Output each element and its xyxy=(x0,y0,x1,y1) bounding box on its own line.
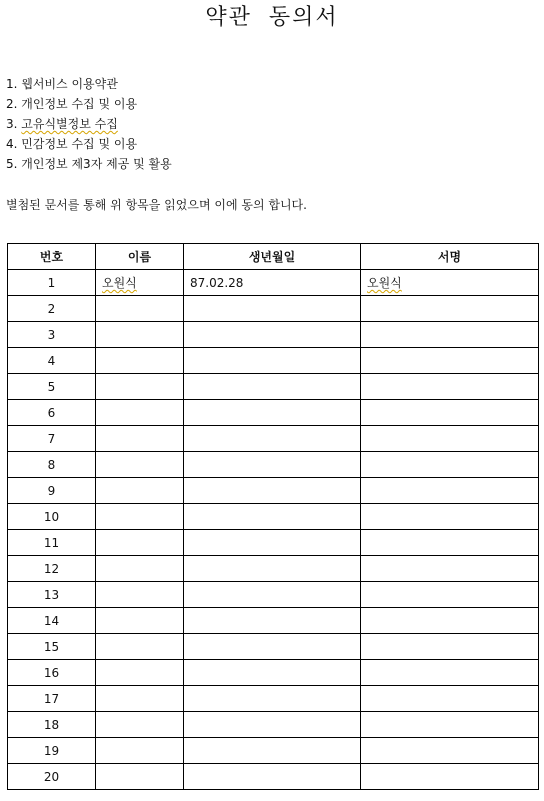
cell-name[interactable] xyxy=(96,712,184,738)
terms-item-number: 1. xyxy=(6,77,18,91)
cell-number: 17 xyxy=(8,686,96,712)
table-body xyxy=(8,270,539,790)
table-row xyxy=(8,452,539,478)
cell-signature[interactable] xyxy=(361,686,539,712)
table-row xyxy=(8,556,539,582)
cell-birthdate[interactable] xyxy=(184,374,361,400)
cell-name[interactable] xyxy=(96,608,184,634)
cell-signature[interactable] xyxy=(361,608,539,634)
cell-number: 12 xyxy=(8,556,96,582)
cell-birthdate[interactable] xyxy=(184,400,361,426)
table-row xyxy=(8,348,539,374)
cell-number: 3 xyxy=(8,322,96,348)
cell-birthdate[interactable] xyxy=(184,452,361,478)
cell-name[interactable] xyxy=(96,686,184,712)
cell-number: 7 xyxy=(8,426,96,452)
cell-signature[interactable] xyxy=(361,374,539,400)
terms-item xyxy=(6,154,172,174)
cell-number: 4 xyxy=(8,348,96,374)
cell-birthdate[interactable] xyxy=(184,322,361,348)
agreement-statement: 별첨된 문서를 통해 위 항목을 읽었으며 이에 동의 합니다. xyxy=(6,198,307,212)
table-row xyxy=(8,686,539,712)
terms-item-label: 개인정보 제3자 제공 및 활용 xyxy=(21,157,172,171)
terms-item-number: 4. xyxy=(6,137,18,151)
cell-signature[interactable] xyxy=(361,504,539,530)
cell-number: 5 xyxy=(8,374,96,400)
cell-signature[interactable] xyxy=(361,452,539,478)
cell-name[interactable] xyxy=(96,426,184,452)
header-name: 이름 xyxy=(96,244,184,270)
cell-birthdate[interactable] xyxy=(184,712,361,738)
cell-signature[interactable] xyxy=(361,634,539,660)
terms-item xyxy=(6,74,172,94)
table-row xyxy=(8,322,539,348)
cell-signature[interactable] xyxy=(361,478,539,504)
cell-name[interactable] xyxy=(96,530,184,556)
cell-number: 18 xyxy=(8,712,96,738)
cell-birthdate[interactable] xyxy=(184,348,361,374)
cell-text: 오원식 xyxy=(102,276,137,290)
cell-name[interactable] xyxy=(96,478,184,504)
cell-signature[interactable] xyxy=(361,348,539,374)
table-row xyxy=(8,582,539,608)
table-row xyxy=(8,530,539,556)
cell-number: 14 xyxy=(8,608,96,634)
table-row xyxy=(8,504,539,530)
cell-birthdate[interactable] xyxy=(184,738,361,764)
table-row xyxy=(8,296,539,322)
terms-item-label: 고유식별정보 수집 xyxy=(21,117,118,131)
cell-birthdate[interactable] xyxy=(184,686,361,712)
table-row xyxy=(8,608,539,634)
cell-number: 10 xyxy=(8,504,96,530)
cell-birthdate[interactable] xyxy=(184,478,361,504)
cell-name[interactable] xyxy=(96,764,184,790)
cell-birthdate[interactable] xyxy=(184,634,361,660)
cell-signature[interactable] xyxy=(361,270,539,296)
cell-signature[interactable] xyxy=(361,322,539,348)
cell-signature[interactable] xyxy=(361,764,539,790)
cell-birthdate[interactable] xyxy=(184,426,361,452)
cell-name[interactable] xyxy=(96,348,184,374)
cell-name[interactable] xyxy=(96,270,184,296)
cell-name[interactable] xyxy=(96,374,184,400)
table-row xyxy=(8,426,539,452)
table-header-row xyxy=(8,244,539,270)
cell-number: 9 xyxy=(8,478,96,504)
header-number: 번호 xyxy=(8,244,96,270)
cell-name[interactable] xyxy=(96,296,184,322)
cell-number: 11 xyxy=(8,530,96,556)
terms-item xyxy=(6,114,172,134)
cell-name[interactable] xyxy=(96,400,184,426)
table-row xyxy=(8,270,539,296)
terms-item-label: 웹서비스 이용약관 xyxy=(21,77,118,91)
cell-birthdate[interactable] xyxy=(184,764,361,790)
cell-name[interactable] xyxy=(96,556,184,582)
terms-item-label: 민감정보 수집 및 이용 xyxy=(21,137,138,151)
table-row xyxy=(8,764,539,790)
cell-number: 6 xyxy=(8,400,96,426)
cell-signature[interactable] xyxy=(361,660,539,686)
terms-item-number: 3. xyxy=(6,117,18,131)
cell-signature[interactable] xyxy=(361,556,539,582)
cell-name[interactable] xyxy=(96,634,184,660)
cell-number: 19 xyxy=(8,738,96,764)
cell-birthdate[interactable] xyxy=(184,296,361,322)
cell-number: 2 xyxy=(8,296,96,322)
cell-birthdate[interactable]: 87.02.28 xyxy=(184,270,361,296)
document-title: 약관 동의서 xyxy=(205,5,339,30)
terms-item-number: 2. xyxy=(6,97,18,111)
cell-number: 20 xyxy=(8,764,96,790)
cell-number: 15 xyxy=(8,634,96,660)
table-row xyxy=(8,478,539,504)
cell-number: 1 xyxy=(8,270,96,296)
cell-name[interactable] xyxy=(96,504,184,530)
table-row xyxy=(8,660,539,686)
terms-item xyxy=(6,134,172,154)
cell-name[interactable] xyxy=(96,452,184,478)
terms-list xyxy=(6,74,172,174)
table-row xyxy=(8,374,539,400)
table-row xyxy=(8,712,539,738)
header-birthdate: 생년월일 xyxy=(184,244,361,270)
table-row xyxy=(8,400,539,426)
cell-birthdate[interactable] xyxy=(184,608,361,634)
cell-signature[interactable] xyxy=(361,738,539,764)
cell-signature[interactable] xyxy=(361,582,539,608)
header-signature: 서명 xyxy=(361,244,539,270)
cell-signature[interactable] xyxy=(361,296,539,322)
cell-signature[interactable] xyxy=(361,400,539,426)
cell-signature[interactable] xyxy=(361,712,539,738)
cell-number: 16 xyxy=(8,660,96,686)
cell-birthdate[interactable] xyxy=(184,530,361,556)
terms-item-label: 개인정보 수집 및 이용 xyxy=(21,97,138,111)
cell-name[interactable] xyxy=(96,660,184,686)
cell-name[interactable] xyxy=(96,322,184,348)
cell-name[interactable] xyxy=(96,738,184,764)
cell-birthdate[interactable] xyxy=(184,660,361,686)
cell-signature[interactable] xyxy=(361,426,539,452)
cell-number: 8 xyxy=(8,452,96,478)
cell-name[interactable] xyxy=(96,582,184,608)
cell-number: 13 xyxy=(8,582,96,608)
terms-item xyxy=(6,94,172,114)
cell-birthdate[interactable] xyxy=(184,556,361,582)
table-row xyxy=(8,634,539,660)
cell-birthdate[interactable] xyxy=(184,504,361,530)
signature-table xyxy=(7,243,539,790)
table-row xyxy=(8,738,539,764)
cell-text: 오원식 xyxy=(367,276,402,290)
cell-birthdate[interactable] xyxy=(184,582,361,608)
terms-item-number: 5. xyxy=(6,157,18,171)
cell-signature[interactable] xyxy=(361,530,539,556)
